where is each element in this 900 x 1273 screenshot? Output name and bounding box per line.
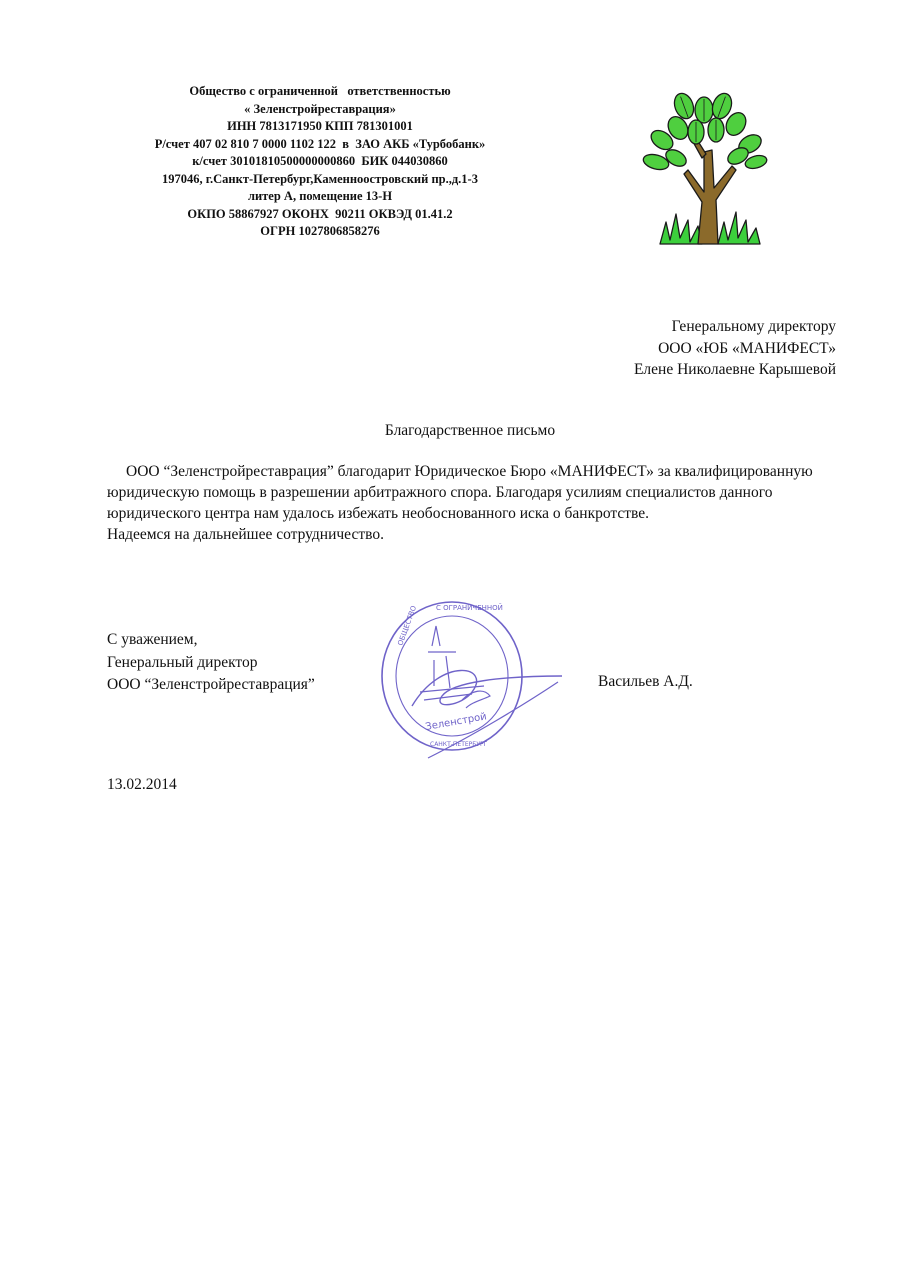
body-paragraph: ООО “Зеленстройреставрация” благодарит Юридическое Бюро «МАНИФЕСТ» за квалифицированную юридическую помощь в разрешении арбитражного спора. Благодаря усилиям специалистов данного юридического центра нам удалось избежать необоснованного иска о банкротстве. xyxy=(107,463,813,522)
org-header-line: 197046, г.Санкт-Петербург,Каменноостровский пр.,д.1-3 xyxy=(162,171,478,186)
body-paragraph: Надеемся на дальнейшее сотрудничество. xyxy=(107,526,384,543)
org-header-line: ИНН 7813171950 КПП 781301001 xyxy=(227,119,413,133)
org-header-line: ОКПО 58867927 ОКОНХ 90211 ОКВЭД 01.41.2 xyxy=(187,206,453,221)
signer-name: Васильев А.Д. xyxy=(598,673,693,690)
org-header-line: Общество с ограниченной ответственностью xyxy=(189,84,451,98)
company-stamp-icon xyxy=(372,596,564,762)
closing-line: ООО “Зеленстройреставрация” xyxy=(107,676,315,693)
tree-icon xyxy=(632,92,782,248)
organization-header xyxy=(100,83,540,241)
addressee-block xyxy=(634,316,836,381)
addressee-line: ООО «ЮБ «МАНИФЕСТ» xyxy=(658,339,836,357)
closing-block xyxy=(107,629,315,697)
letter-body xyxy=(107,461,847,545)
org-header-line: к/счет 30101810500000000860 БИК 044030860 xyxy=(192,154,448,168)
letter-date: 13.02.2014 xyxy=(107,776,177,793)
closing-line: С уважением, xyxy=(107,631,198,648)
org-header-line: « Зеленстройреставрация» xyxy=(244,101,396,116)
org-header-line: Р/счет 407 02 810 7 0000 1102 122 в ЗАО АКБ «Турбобанк» xyxy=(154,136,486,151)
closing-line: Генеральный директор xyxy=(107,653,258,671)
org-header-line: ОГРН 1027806858276 xyxy=(260,224,380,238)
addressee-line: Елене Николаевне Карышевой xyxy=(633,361,836,378)
svg-text:САНКТ-ПЕТЕРБУРГ: САНКТ-ПЕТЕРБУРГ xyxy=(430,741,488,748)
org-header-line: литер А, помещение 13-Н xyxy=(247,189,393,203)
addressee-line: Генеральному директору xyxy=(671,318,836,335)
svg-text:ОБЩЕСТВО: ОБЩЕСТВО xyxy=(396,604,419,647)
svg-text:Зеленстрой: Зеленстрой xyxy=(424,711,488,733)
letter-title: Благодарственное письмо xyxy=(384,422,556,439)
svg-text:С ОГРАНИЧЕННОЙ: С ОГРАНИЧЕННОЙ xyxy=(436,604,503,612)
